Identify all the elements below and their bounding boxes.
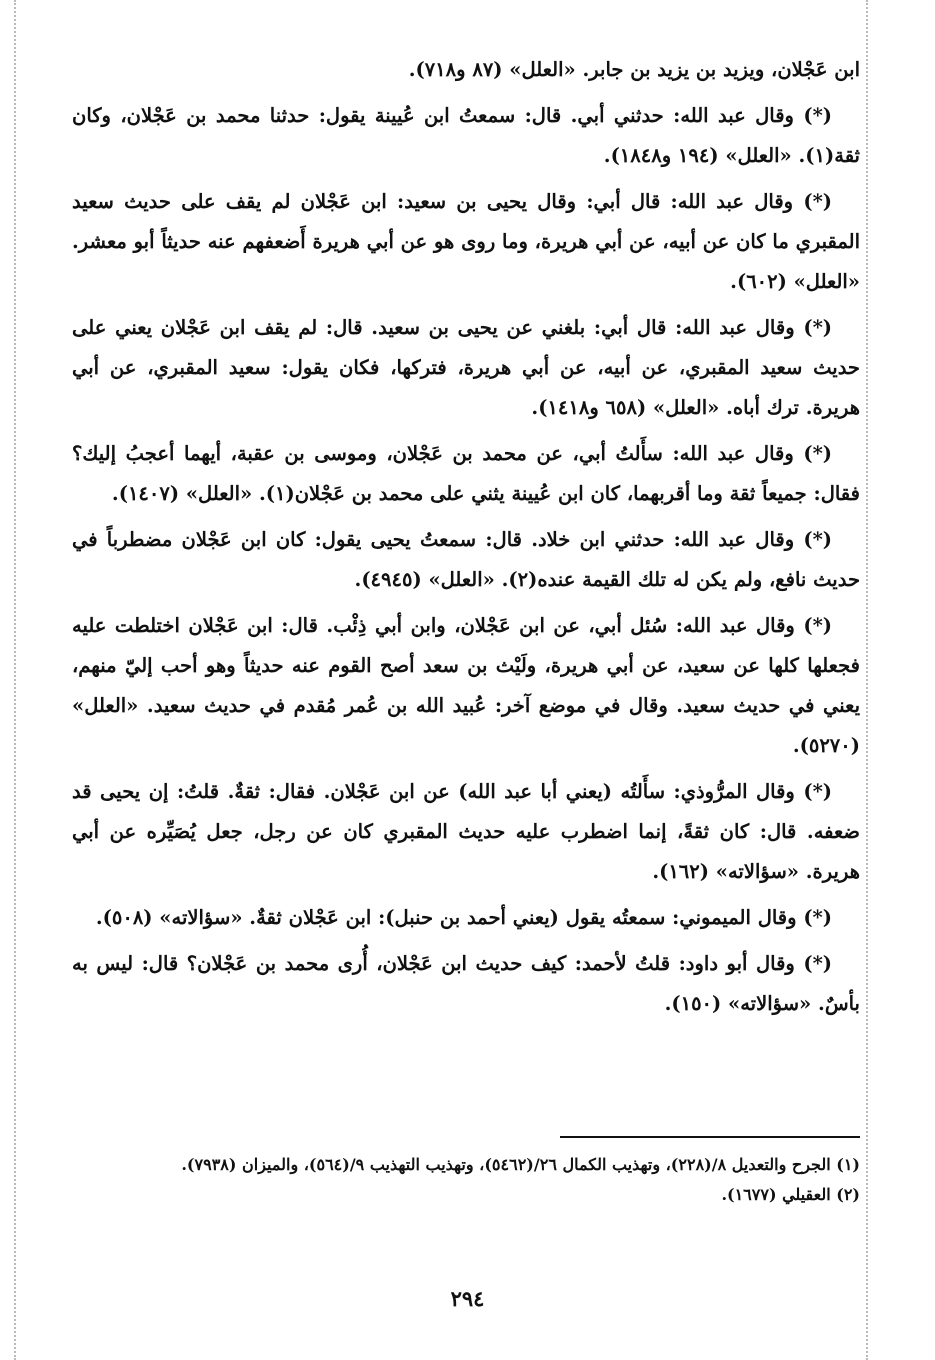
right-margin-dots bbox=[866, 0, 868, 1360]
paragraph-6: (*) وقال عبد الله: حدثني ابن خلاد. قال: سمعتُ يحيى يقول: كان ابن عَجْلان مضطرباً في حديث نافع، ولم يكن له تلك القيمة عنده(٢). «العلل» (٤٩٤٥). bbox=[72, 528, 860, 591]
left-margin-dots bbox=[14, 0, 16, 1360]
paragraph-9: (*) وقال الميموني: سمعتُه يقول (يعني أحمد بن حنبل): ابن عَجْلان ثقةٌ. «سؤالاته» (٥٠٨). bbox=[95, 906, 832, 929]
footnote-1: (١) الجرح والتعديل ٨/(٢٢٨)، وتهذيب الكمال ٢٦/(٥٤٦٢)، وتهذيب التهذيب ٩/(٥٦٤)، والميزان (٧٩٣٨). bbox=[181, 1155, 860, 1174]
paragraph-2: (*) وقال عبد الله: حدثني أبي. قال: سمعتُ ابن عُيينة يقول: حدثنا محمد بن عَجْلان، وكان ثقة(١). «العلل» (١٩٤ و١٨٤٨). bbox=[72, 104, 860, 167]
paragraph-7: (*) وقال عبد الله: سُئل أبي، عن ابن عَجْلان، وابن أبي ذِئْب. قال: ابن عَجْلان اختلطت عليه فجعلها كلها عن سعيد، عن أبي هريرة، ولَيْث بن سعد أصح القوم عنه حديثاً وهو أحب إليّ منهم، يعني في حديث سعيد. وقال في موضع آخر: عُبيد الله بن عُمر مُقدم في حديث سعيد. «العلل» (٥٢٧٠). bbox=[72, 614, 860, 757]
footnotes bbox=[75, 1150, 860, 1210]
paragraph-3: (*) وقال عبد الله: قال أبي: وقال يحيى بن سعيد: ابن عَجْلان لم يقف على حديث سعيد المقبري ما كان عن أبيه، عن أبي هريرة، وما روى هو عن أبي هريرة أَضعفهم عنه حديثاً أبو معشر. «العلل» (٦٠٢). bbox=[72, 190, 860, 293]
page-number: ٢٩٤ bbox=[450, 1286, 485, 1311]
paragraph-8: (*) وقال المرُّوذي: سأَلتُه (يعني أبا عبد الله) عن ابن عَجْلان. فقال: ثقةٌ. قلتُ: إن يحيى قد ضعفه. قال: كان ثقةً، إنما اضطرب عليه حديث المقبري كان عن رجل، جعل يُصَيِّره عن أبي هريرة. «سؤالاته» (١٦٢). bbox=[72, 780, 860, 883]
paragraph-1: ابن عَجْلان، ويزيد بن يزيد بن جابر. «العلل» (٨٧ و٧١٨). bbox=[408, 58, 860, 81]
footnote-2: (٢) العقيلي (١٦٧٧). bbox=[721, 1185, 860, 1204]
paragraph-5: (*) وقال عبد الله: سأَلتُ أبي، عن محمد بن عَجْلان، وموسى بن عقبة، أيهما أعجبُ إليك؟ فقال: جميعاً ثقة وما أقربهما، كان ابن عُيينة يثني على محمد بن عَجْلان(١). «العلل» (١٤٠٧). bbox=[72, 442, 860, 505]
footnote-separator bbox=[560, 1136, 860, 1138]
paragraph-10: (*) وقال أبو داود: قلتُ لأحمد: كيف حديث ابن عَجْلان، أُرى محمد بن عَجْلان؟ قال: ليس به بأسٌ. «سؤالاته» (١٥٠). bbox=[72, 952, 860, 1015]
page-body bbox=[72, 50, 860, 1030]
paragraph-4: (*) وقال عبد الله: قال أبي: بلغني عن يحيى بن سعيد. قال: لم يقف ابن عَجْلان يعني على حديث سعيد المقبري، عن أبيه، عن أبي هريرة، فتركها، فكان يقول: سعيد المقبري، عن أبي هريرة. ترك أباه. «العلل» (٦٥٨ و١٤١٨). bbox=[72, 316, 860, 419]
